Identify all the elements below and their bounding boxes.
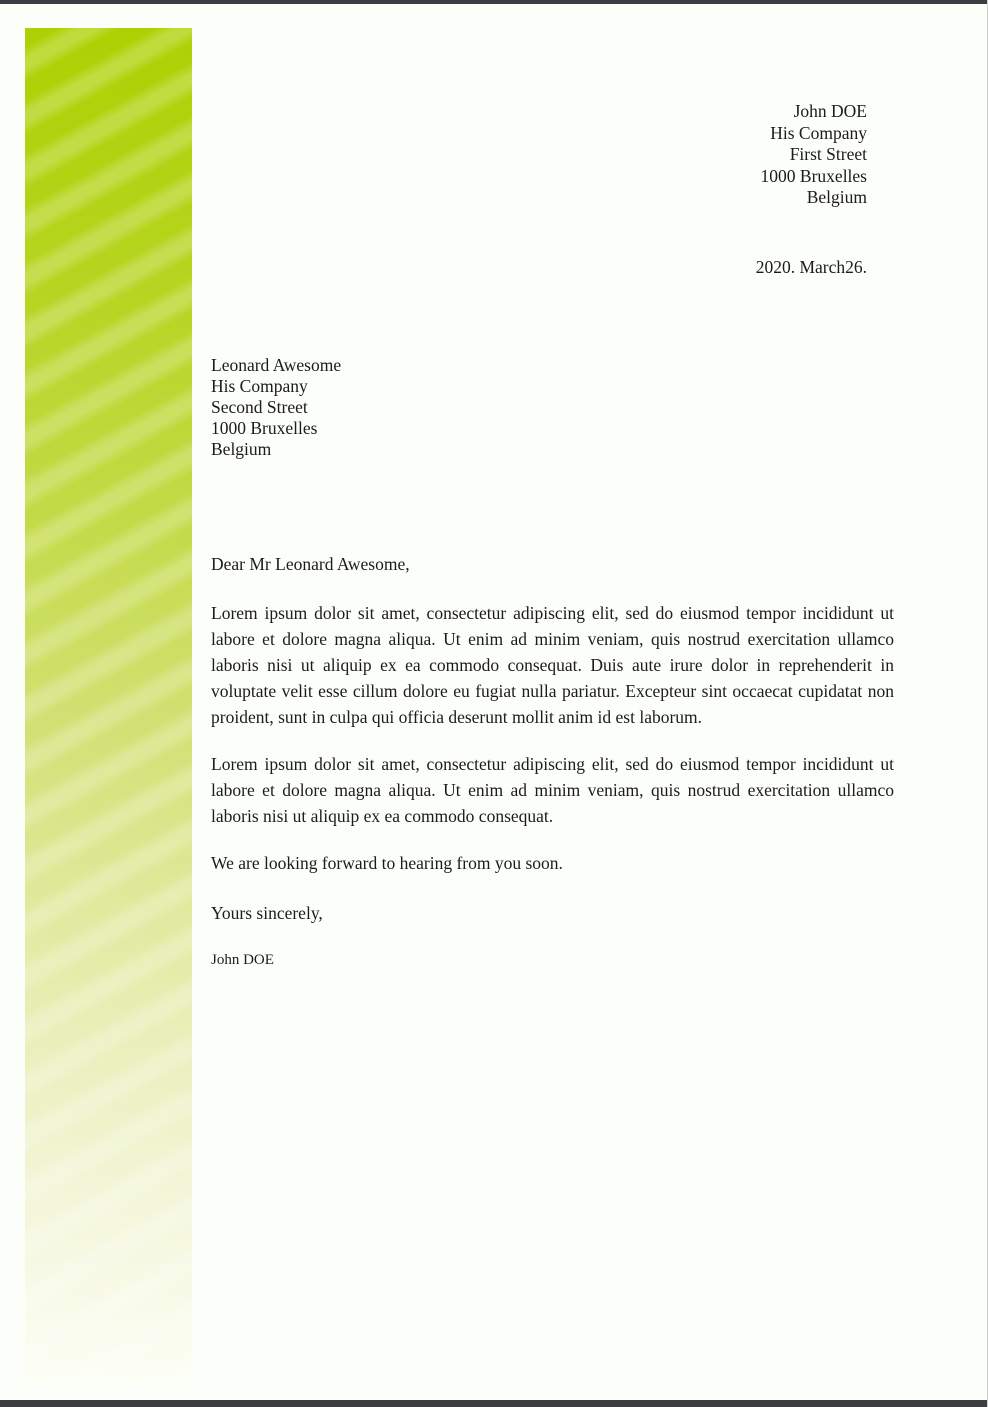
- sender-country: Belgium: [806, 187, 867, 207]
- recipient-street: Second Street: [211, 397, 308, 417]
- recipient-name: Leonard Awesome: [211, 355, 342, 375]
- recipient-city: 1000 Bruxelles: [211, 418, 318, 438]
- salutation: Dear Mr Leonard Awesome,: [211, 554, 410, 574]
- page-top-border: [0, 0, 987, 4]
- sender-city: 1000 Bruxelles: [760, 165, 867, 186]
- recipient-address-block: [211, 355, 341, 460]
- sender-address-block: [761, 101, 867, 209]
- accent-gradient-bar: [25, 28, 192, 1380]
- letter-date: 2020. March26.: [755, 257, 867, 277]
- body-paragraph-1: Lorem ipsum dolor sit amet, consectetur adipiscing elit, sed do eiusmod tempor incididunt ut labore et dolore magna aliqua. Ut enim ad minim veniam, quis nostrud exercitation ullamco laboris nisi ut aliquip ex ea commodo consequat. Duis aute irure dolor in reprehenderit in voluptate velit esse cillum dolore eu fugiat nulla pariatur. Excepteur sint occaecat cupidatat non proident, sunt in culpa qui officia deserunt mollit anim id est laborum.: [211, 603, 894, 727]
- sender-company: His Company: [770, 122, 867, 143]
- sender-name: John DOE: [793, 101, 867, 121]
- closing-line: We are looking forward to hearing from you soon.: [211, 853, 563, 873]
- page-bottom-border: [0, 1400, 987, 1407]
- valediction: Yours sincerely,: [211, 903, 323, 923]
- sender-street: First Street: [789, 144, 867, 164]
- body-paragraph-2: Lorem ipsum dolor sit amet, consectetur adipiscing elit, sed do eiusmod tempor incididunt ut labore et dolore magna aliqua. Ut enim ad minim veniam, quis nostrud exercitation ullamco laboris nisi ut aliquip ex ea commodo consequat.: [211, 754, 894, 826]
- signature-name: John DOE: [211, 952, 274, 968]
- recipient-company: His Company: [211, 376, 308, 396]
- recipient-country: Belgium: [211, 439, 272, 459]
